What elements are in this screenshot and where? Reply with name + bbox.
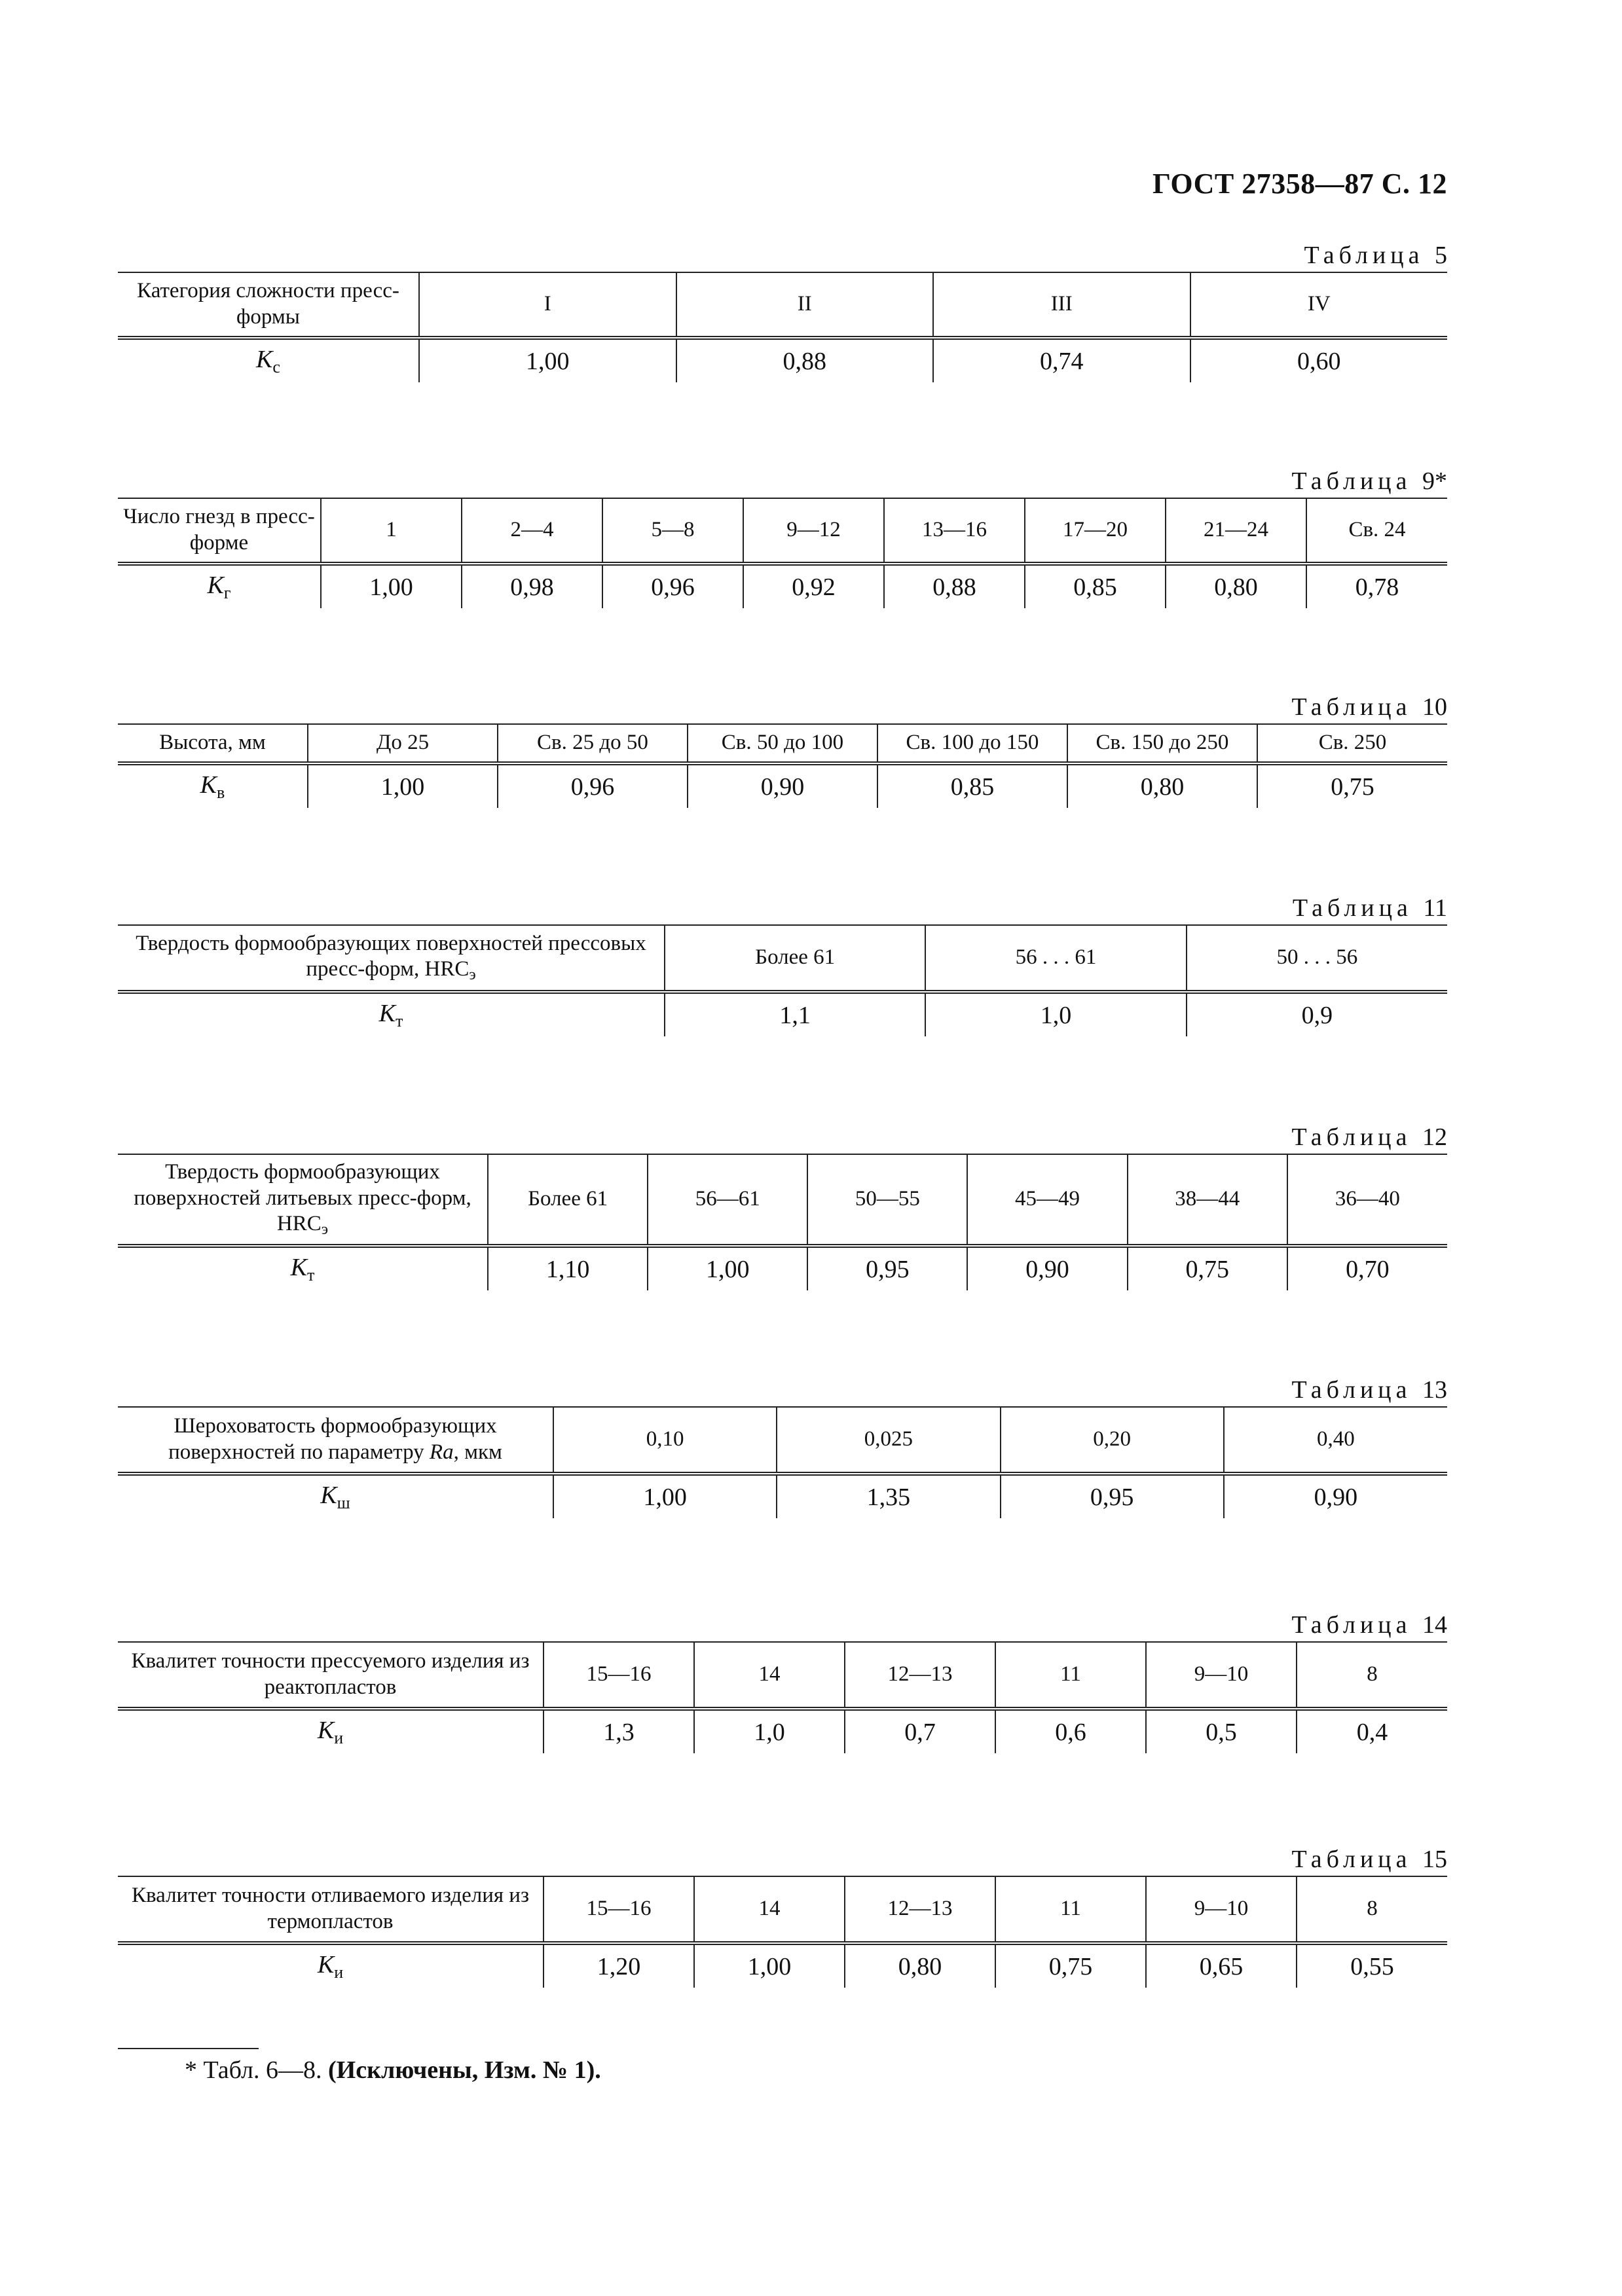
table-cell: 0,95 xyxy=(1001,1474,1224,1518)
table-cell: 0,96 xyxy=(498,763,688,808)
table-header-row xyxy=(118,1642,1447,1709)
table-cell: 1,00 xyxy=(321,564,462,608)
table-cell: 0,65 xyxy=(1146,1943,1297,1988)
table-15-block xyxy=(118,1843,1447,1988)
table-cell: 0,80 xyxy=(845,1943,995,1988)
table-14-block xyxy=(118,1609,1447,1753)
table-10-block xyxy=(118,691,1447,808)
coefficient-label: $K_с$ xyxy=(118,338,419,382)
column-header: 11 xyxy=(995,1876,1146,1943)
table-cell: 0,75 xyxy=(1128,1246,1287,1290)
column-header: II xyxy=(676,272,934,338)
table-cell: 0,90 xyxy=(967,1246,1127,1290)
column-header: 12—13 xyxy=(845,1642,995,1709)
table-value-row xyxy=(118,338,1447,382)
column-header: Св. 24 xyxy=(1306,498,1447,564)
column-header: Более 61 xyxy=(488,1154,648,1246)
coefficient-label: $K_и$ xyxy=(118,1709,544,1753)
table-cell: 0,78 xyxy=(1306,564,1447,608)
table-caption: Таблица 13 xyxy=(1291,1376,1447,1404)
row-label: Квалитет точности прессуемого изделия из реактопластов xyxy=(131,1649,530,1699)
row-label: Твердость формообразующих поверхностей литьевых пресс-форм, $HRC_э$ xyxy=(134,1160,471,1239)
footnote-separator xyxy=(118,2048,259,2049)
table-cell: 0,85 xyxy=(877,763,1067,808)
table-header-row xyxy=(118,1876,1447,1943)
table-cell: 1,00 xyxy=(648,1246,807,1290)
table-cell: 1,1 xyxy=(665,992,925,1036)
table-header-row xyxy=(118,724,1447,763)
table-12-block xyxy=(118,1121,1447,1290)
table-cell: 0,88 xyxy=(884,564,1025,608)
coefficient-label: $K_т$ xyxy=(118,1246,488,1290)
table-cell: 0,74 xyxy=(933,338,1190,382)
table-11 xyxy=(118,924,1447,1036)
table-cell: 0,9 xyxy=(1187,992,1447,1036)
table-cell: 1,00 xyxy=(553,1474,777,1518)
table-value-row xyxy=(118,992,1447,1036)
table-caption: Таблица 10 xyxy=(1291,693,1447,721)
coefficient-label: $K_в$ xyxy=(118,763,308,808)
table-cell: 0,7 xyxy=(845,1709,995,1753)
table-14 xyxy=(118,1641,1447,1753)
table-value-row xyxy=(118,1246,1447,1290)
coefficient-label: $K_г$ xyxy=(118,564,321,608)
column-header: 56—61 xyxy=(648,1154,807,1246)
table-cell: 0,90 xyxy=(688,763,877,808)
table-15 xyxy=(118,1876,1447,1988)
column-header: 15—16 xyxy=(544,1642,694,1709)
table-cell: 0,85 xyxy=(1025,564,1166,608)
table-cell: 0,90 xyxy=(1224,1474,1447,1518)
column-header: 8 xyxy=(1297,1876,1447,1943)
column-header: 56 . . . 61 xyxy=(925,925,1186,992)
table-value-row xyxy=(118,564,1447,608)
column-header: 0,025 xyxy=(777,1407,1000,1474)
table-caption: Таблица 15 xyxy=(1291,1846,1447,1873)
column-header: 0,10 xyxy=(553,1407,777,1474)
column-header: 14 xyxy=(694,1876,845,1943)
table-10 xyxy=(118,723,1447,808)
column-header: 5—8 xyxy=(602,498,743,564)
footnote: * Табл. 6—8. (Исключены, Изм. № 1). xyxy=(185,2056,601,2084)
table-11-block xyxy=(118,892,1447,1036)
table-cell: 1,35 xyxy=(777,1474,1000,1518)
column-header: 0,40 xyxy=(1224,1407,1447,1474)
table-header-row xyxy=(118,272,1447,338)
column-header: Св. 250 xyxy=(1257,724,1447,763)
column-header: 11 xyxy=(995,1642,1146,1709)
table-cell: 0,95 xyxy=(807,1246,967,1290)
column-header: 36—40 xyxy=(1287,1154,1447,1246)
column-header: 9—12 xyxy=(743,498,884,564)
column-header: 9—10 xyxy=(1146,1876,1297,1943)
coefficient-label: $K_т$ xyxy=(118,992,665,1036)
table-cell: 1,20 xyxy=(544,1943,694,1988)
table-value-row xyxy=(118,763,1447,808)
row-label: Квалитет точности отливаемого изделия из термопластов xyxy=(131,1884,530,1933)
table-5 xyxy=(118,272,1447,382)
table-caption: Таблица 11 xyxy=(1292,894,1447,922)
table-cell: 0,70 xyxy=(1287,1246,1447,1290)
row-label: Твердость формообразующих поверхностей прессовых пресс-форм, $HRC_э$ xyxy=(136,931,646,984)
table-caption: Таблица 14 xyxy=(1291,1611,1447,1639)
column-header: III xyxy=(933,272,1190,338)
table-cell: 0,55 xyxy=(1297,1943,1447,1988)
table-caption: Таблица 9* xyxy=(1291,467,1447,495)
column-header: 50—55 xyxy=(807,1154,967,1246)
column-header: 15—16 xyxy=(544,1876,694,1943)
column-header: 21—24 xyxy=(1166,498,1306,564)
page-header: ГОСТ 27358—87 С. 12 xyxy=(1152,168,1447,200)
column-header: 50 . . . 56 xyxy=(1187,925,1447,992)
table-cell: 1,00 xyxy=(308,763,498,808)
column-header: 17—20 xyxy=(1025,498,1166,564)
column-header: 0,20 xyxy=(1001,1407,1224,1474)
table-9 xyxy=(118,498,1447,608)
table-cell: 0,4 xyxy=(1297,1709,1447,1753)
row-label: Шероховатость формообразующих поверхностей по параметру Ra, мкм xyxy=(168,1414,502,1464)
table-caption: Таблица 12 xyxy=(1291,1123,1447,1151)
table-cell: 1,00 xyxy=(694,1943,845,1988)
table-value-row xyxy=(118,1709,1447,1753)
column-header: Св. 25 до 50 xyxy=(498,724,688,763)
table-13-block xyxy=(118,1374,1447,1518)
column-header: Св. 100 до 150 xyxy=(877,724,1067,763)
coefficient-label: $K_ш$ xyxy=(118,1474,553,1518)
table-header-row xyxy=(118,498,1447,564)
column-header: Более 61 xyxy=(665,925,925,992)
table-cell: 1,00 xyxy=(419,338,676,382)
column-header: 14 xyxy=(694,1642,845,1709)
column-header: 9—10 xyxy=(1146,1642,1297,1709)
table-cell: 0,5 xyxy=(1146,1709,1297,1753)
table-cell: 0,88 xyxy=(676,338,934,382)
table-cell: 1,10 xyxy=(488,1246,648,1290)
table-9-block xyxy=(118,465,1447,608)
table-cell: 0,75 xyxy=(995,1943,1146,1988)
table-12 xyxy=(118,1154,1447,1290)
row-label: Категория сложности пресс-формы xyxy=(137,279,399,329)
table-cell: 1,0 xyxy=(925,992,1186,1036)
table-13 xyxy=(118,1406,1447,1518)
table-header-row xyxy=(118,1407,1447,1474)
table-cell: 0,80 xyxy=(1166,564,1306,608)
column-header: 12—13 xyxy=(845,1876,995,1943)
table-value-row xyxy=(118,1943,1447,1988)
table-cell: 0,6 xyxy=(995,1709,1146,1753)
row-label: Высота, мм xyxy=(159,731,266,755)
column-header: 2—4 xyxy=(462,498,602,564)
table-5-block xyxy=(118,239,1447,382)
table-cell: 0,96 xyxy=(602,564,743,608)
table-header-row xyxy=(118,1154,1447,1246)
column-header: 38—44 xyxy=(1128,1154,1287,1246)
column-header: 8 xyxy=(1297,1642,1447,1709)
column-header: 13—16 xyxy=(884,498,1025,564)
coefficient-label: $K_и$ xyxy=(118,1943,544,1988)
table-caption: Таблица 5 xyxy=(1304,242,1447,269)
column-header: IV xyxy=(1190,272,1448,338)
column-header: Св. 150 до 250 xyxy=(1067,724,1257,763)
column-header: 1 xyxy=(321,498,462,564)
table-cell: 1,0 xyxy=(694,1709,845,1753)
table-value-row xyxy=(118,1474,1447,1518)
table-cell: 0,92 xyxy=(743,564,884,608)
column-header: 45—49 xyxy=(967,1154,1127,1246)
column-header: До 25 xyxy=(308,724,498,763)
row-label: Число гнезд в пресс-форме xyxy=(123,505,315,555)
table-cell: 0,60 xyxy=(1190,338,1448,382)
column-header: Св. 50 до 100 xyxy=(688,724,877,763)
table-cell: 0,98 xyxy=(462,564,602,608)
table-header-row xyxy=(118,925,1447,992)
column-header: I xyxy=(419,272,676,338)
table-cell: 1,3 xyxy=(544,1709,694,1753)
table-cell: 0,80 xyxy=(1067,763,1257,808)
table-cell: 0,75 xyxy=(1257,763,1447,808)
